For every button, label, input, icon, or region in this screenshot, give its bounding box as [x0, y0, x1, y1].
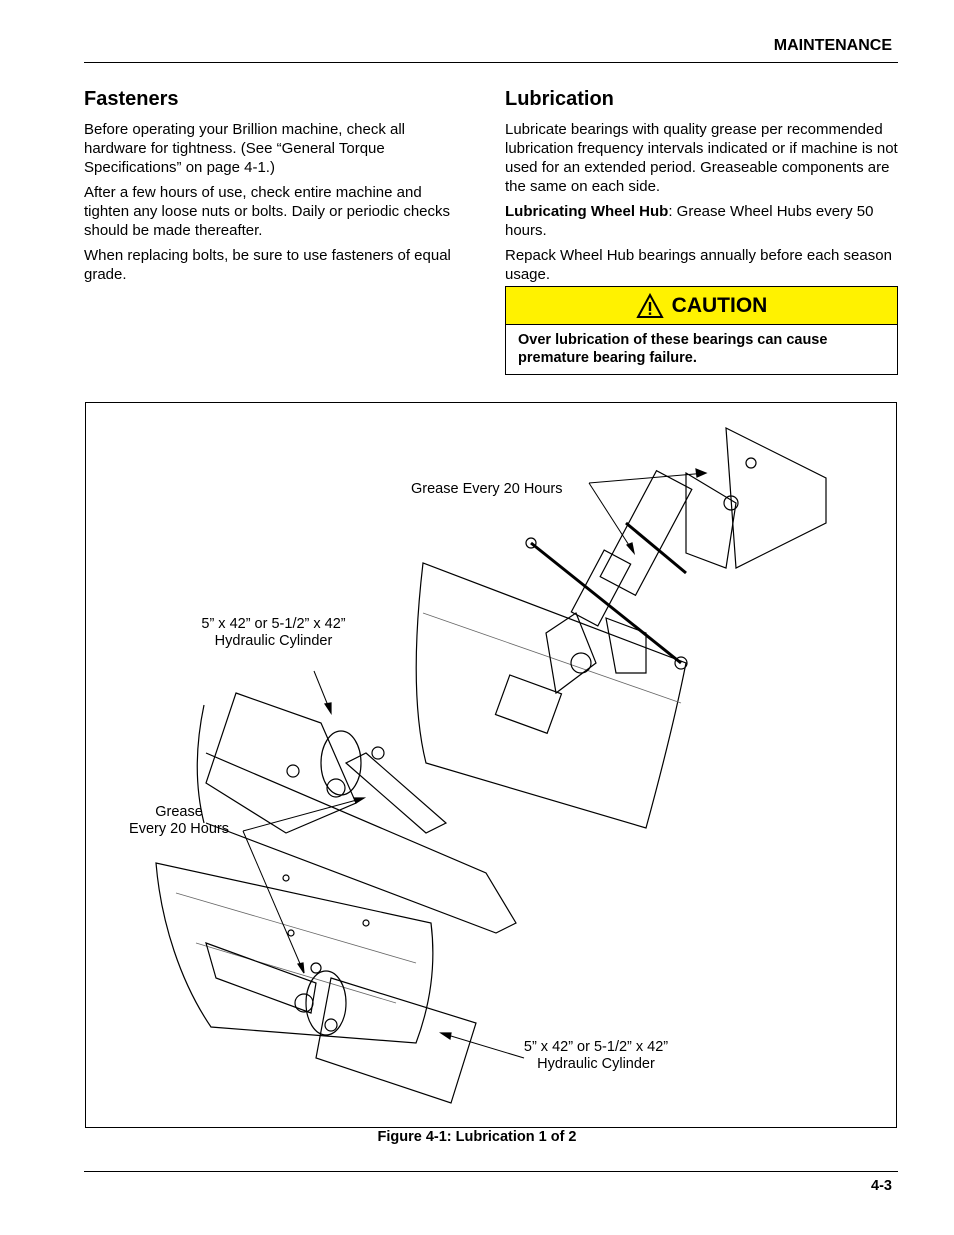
caution-text: Over lubrication of these bearings can cause premature bearing failure.	[518, 332, 828, 366]
wheel-hub-text: : Grease Wheel Hubs every 50 hours.	[505, 203, 874, 239]
callout-grease-left-line1: Grease	[155, 804, 203, 820]
callout-cylinder-bottom-line1: 5” x 42” or 5-1/2” x 42”	[523, 1039, 669, 1055]
fasteners-section	[84, 88, 469, 290]
lubrication-paragraph: Lubricate bearings with quality grease per recommended lubrication frequency intervals indicated or if machine is not used for an extended period. Greaseable components are the same on each side.	[505, 121, 898, 195]
header-rule	[84, 62, 898, 63]
callout-grease-top: Grease Every 20 Hours	[411, 481, 563, 497]
page-number: 4-3	[871, 1178, 892, 1194]
callout-cylinder-top	[186, 616, 361, 650]
lubrication-paragraph: Repack Wheel Hub bearings annually before each season usage.	[505, 247, 892, 283]
caution-title: CAUTION	[671, 293, 768, 317]
fasteners-paragraph: Before operating your Brillion machine, check all hardware for tightness. (See “General Torque Specifications” on page 4-1.)	[84, 121, 405, 176]
wheel-hub-paragraph	[505, 202, 900, 240]
fasteners-paragraph: After a few hours of use, check entire machine and tighten any loose nuts or bolts. Daily or periodic checks should be made thereafter.	[84, 184, 451, 239]
figure-frame	[85, 402, 897, 1128]
caution-header	[506, 287, 897, 325]
lubrication-heading: Lubrication	[505, 88, 614, 110]
callout-cylinder-bottom	[508, 1039, 684, 1073]
lubrication-section	[505, 88, 900, 290]
figure-caption: Figure 4-1: Lubrication 1 of 2	[377, 1129, 577, 1145]
wheel-hub-label: Lubricating Wheel Hub	[505, 203, 669, 220]
fasteners-paragraph: When replacing bolts, be sure to use fasteners of equal grade.	[84, 247, 451, 283]
callout-cylinder-bottom-line2: Hydraulic Cylinder	[537, 1056, 655, 1072]
fasteners-heading: Fasteners	[84, 88, 179, 110]
section-header: MAINTENANCE	[773, 37, 892, 54]
warning-triangle-icon	[636, 293, 664, 319]
callout-grease-left	[126, 804, 232, 838]
caution-box	[505, 286, 898, 375]
callout-cylinder-top-line2: Hydraulic Cylinder	[214, 633, 333, 649]
callout-cylinder-top-line1: 5” x 42” or 5-1/2” x 42”	[201, 616, 346, 632]
lubrication-illustration	[86, 403, 896, 1127]
footer-rule	[84, 1171, 898, 1172]
callout-grease-left-line2: Every 20 Hours	[129, 821, 229, 837]
